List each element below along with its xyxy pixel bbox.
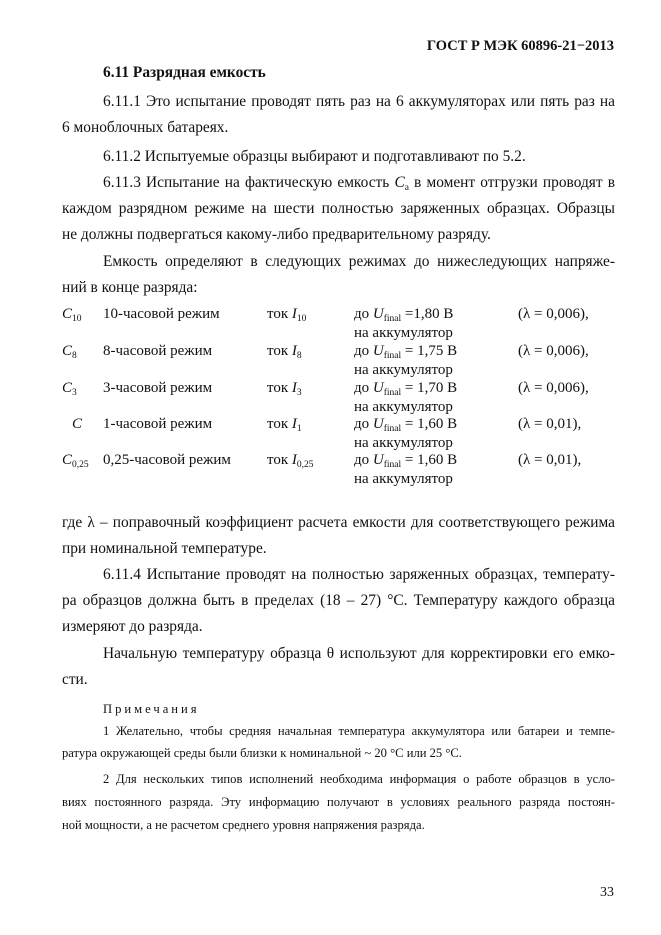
regime-symbol: $C_8$ (62, 343, 77, 361)
regime-lambda: (λ = 0,006), (518, 343, 589, 359)
notes-heading: Примечания (103, 702, 200, 716)
para-6-11-4-line1: 6.11.4 Испытание проводят на полностью заряженных образцах, температу- (103, 566, 615, 583)
regime-voltage-note: на аккумулятор (354, 362, 453, 378)
regime-voltage: до $U_{final} = 1,75$ В (354, 343, 458, 361)
regime-voltage: до $U_{final} = 1,60$ В (354, 452, 458, 470)
section-title: 6.11 Разрядная емкость (103, 64, 266, 81)
note-2-line3: ной мощности, а не расчетом среднего уровня напряжения разряда. (62, 818, 425, 832)
para-6-11-3-line3: не должны подвергаться какому-либо предварительному разряду. (62, 226, 491, 243)
note-1-line2: ратура окружающей среды были близки к номинальной ~ 20 °С или 25 °С. (62, 746, 462, 760)
regime-mode: 3-часовой режим (103, 380, 213, 396)
note-2-line1: 2 Для нескольких типов исполнений необходима информация о работе образцов в усло- (103, 772, 615, 786)
para-6-11-1-line1: 6.11.1 Это испытание проводят пять раз на 6 аккумуляторах или пять раз на (103, 93, 615, 110)
regime-voltage-note: на аккумулятор (354, 325, 453, 341)
para-initial-temp-line2: сти. (62, 671, 88, 688)
regime-symbol: $C_{0,25}$ (62, 452, 89, 470)
regime-voltage: до $U_{final} =1,80$ В (354, 306, 454, 324)
para-modes-line2: ний в конце разряда: (62, 279, 198, 296)
regime-mode: 1-часовой режим (103, 416, 213, 432)
regime-mode: 8-часовой режим (103, 343, 213, 359)
regime-current: ток $I_8$ (267, 343, 302, 361)
note-2-line2: виях постоянного разряда. Эту информацию получают в условиях реального разряда постоян- (62, 795, 615, 809)
regime-symbol: $C_3$ (62, 380, 77, 398)
document-header: ГОСТ Р МЭК 60896-21−2013 (426, 38, 614, 54)
regime-lambda: (λ = 0,006), (518, 306, 589, 322)
para-6-11-3-line2: каждом разрядном режиме на шести полностью заряженных образцах. Образцы (62, 200, 615, 217)
regime-voltage-note: на аккумулятор (354, 399, 453, 415)
regime-current: ток $I_{10}$ (267, 306, 307, 324)
regime-current: ток $I_3$ (267, 380, 302, 398)
note-1-line1: 1 Желательно, чтобы средняя начальная температура аккумулятора или батареи и темпе- (103, 724, 615, 738)
regime-current: ток $I_1$ (267, 416, 302, 434)
regime-lambda: (λ = 0,01), (518, 452, 582, 468)
regime-voltage: до $U_{final} = 1,60$ В (354, 416, 458, 434)
para-initial-temp-line1: Начальную температуру образца θ используют для корректировки его емко- (103, 645, 615, 662)
regime-lambda: (λ = 0,006), (518, 380, 589, 396)
regime-symbol: $C_{10}$ (62, 306, 82, 324)
para-modes-line1: Емкость определяют в следующих режимах до нижеследующих напряже- (103, 253, 615, 270)
regime-voltage-note: на аккумулятор (354, 435, 453, 451)
regime-mode: 10-часовой режим (103, 306, 220, 322)
para-6-11-3-line1: 6.11.3 Испытание на фактическую емкость $C_a$ в момент отгрузки проводят в (103, 174, 615, 193)
lambda-definition-line2: при номинальной температуре. (62, 540, 267, 557)
regime-current: ток $I_{0,25}$ (267, 452, 314, 470)
page-number: 33 (600, 885, 614, 900)
regime-voltage-note: на аккумулятор (354, 471, 453, 487)
regime-lambda: (λ = 0,01), (518, 416, 582, 432)
para-6-11-4-line3: измеряют до разряда. (62, 618, 203, 635)
para-6-11-1-line2: 6 моноблочных батареях. (62, 119, 229, 136)
para-6-11-4-line2: ра образцов должна быть в пределах (18 – 27) °С. Температуру каждого образца (62, 592, 615, 609)
regime-mode: 0,25-часовой режим (103, 452, 231, 468)
lambda-definition-line1: где λ – поправочный коэффициент расчета емкости для соответствующего режима (62, 514, 615, 531)
para-6-11-2: 6.11.2 Испытуемые образцы выбирают и подготавливают по 5.2. (103, 148, 526, 165)
regime-symbol: C (72, 416, 83, 432)
regime-voltage: до $U_{final} = 1,70$ В (354, 380, 458, 398)
